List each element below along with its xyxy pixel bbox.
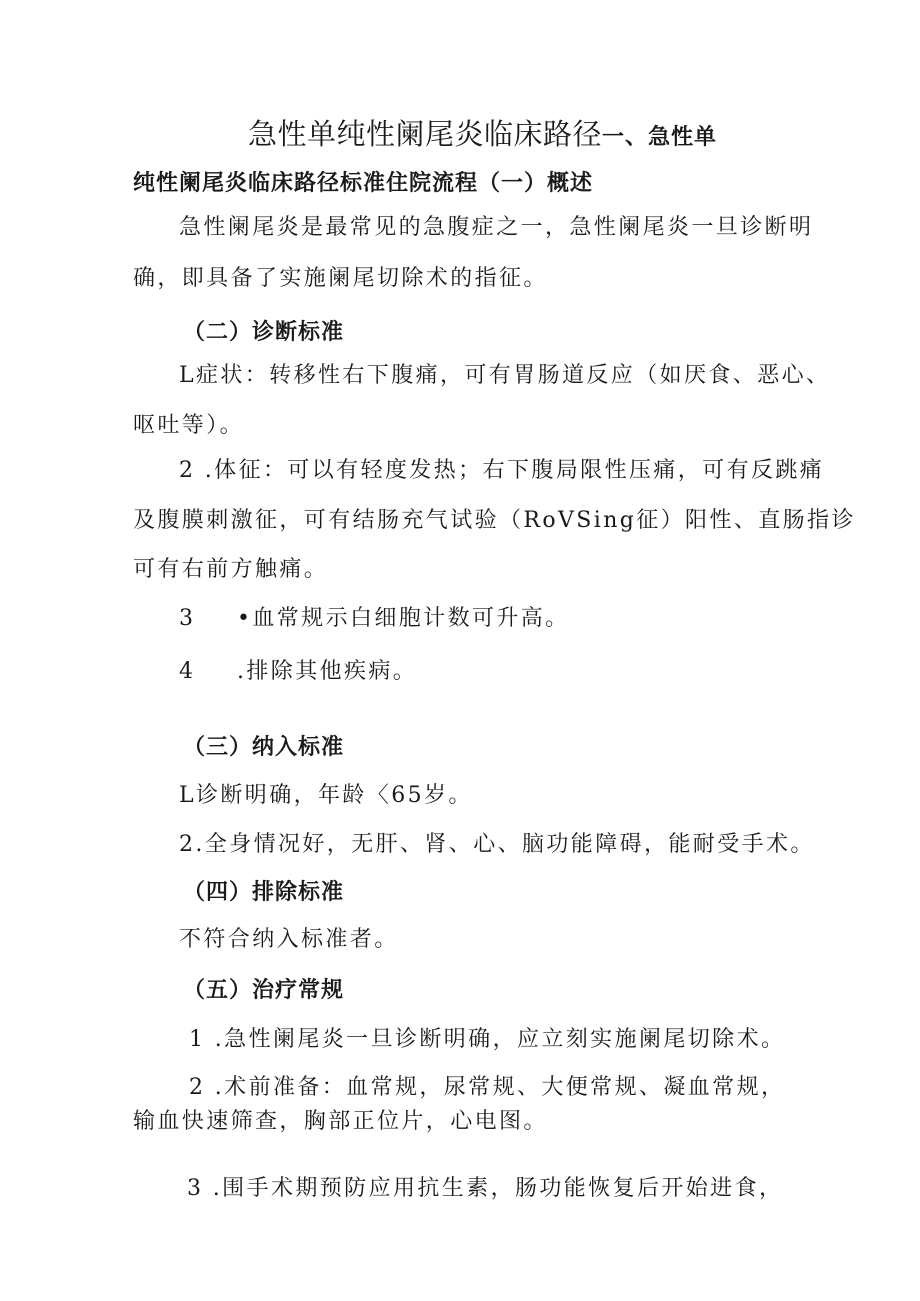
diagnosis-item-1-line-2: 呕吐等）。 xyxy=(133,413,245,438)
overview-line-2: 确，即具备了实施阑尾切除术的指征。 xyxy=(133,266,548,291)
diagnosis-item-2-line-1: 2 .体征：可以有轻度发热；右下腹局限性压痛，可有反跳痛 xyxy=(179,458,825,483)
section-1-heading-start: 一、急性单 xyxy=(602,124,718,150)
section-3-heading: （三）纳入标准 xyxy=(183,734,345,760)
section-2-heading: （二）诊断标准 xyxy=(183,319,345,345)
diagnosis-item-3-number: 3 xyxy=(179,606,196,631)
diagnosis-item-3 xyxy=(179,604,570,634)
diagnosis-item-2-line-3: 可有右前方触痛。 xyxy=(133,557,329,582)
diagnosis-item-2-line-2: 及腹膜刺激征，可有结肠充气试验（RoVSing征）阳性、直肠指诊 xyxy=(133,508,856,533)
inclusion-item-1: L诊断明确，年龄〈65岁。 xyxy=(179,783,473,808)
treatment-item-1: 1 .急性阑尾炎一旦诊断明确，应立刻实施阑尾切除术。 xyxy=(189,1027,786,1052)
treatment-item-2-line-2: 输血快速筛查，胸部正位片，心电图。 xyxy=(133,1109,548,1134)
diagnosis-item-3-text: •血常规示白细胞计数可升高。 xyxy=(237,606,570,631)
exclusion-item-1: 不符合纳入标准者。 xyxy=(179,927,399,952)
section-5-heading: （五）治疗常规 xyxy=(183,977,345,1003)
section-4-heading: （四）排除标准 xyxy=(183,879,345,905)
inclusion-item-2: 2.全身情况好，无肝、肾、心、脑功能障碍，能耐受手术。 xyxy=(179,832,815,857)
treatment-item-3: 3 .围手术期预防应用抗生素，肠功能恢复后开始进食， xyxy=(187,1176,784,1201)
document-title: 急性单纯性阑尾炎临床路径 xyxy=(248,117,603,151)
diagnosis-item-4 xyxy=(179,657,417,687)
diagnosis-item-4-text: .排除其他疾病。 xyxy=(237,659,418,684)
overview-line-1: 急性阑尾炎是最常见的急腹症之一，急性阑尾炎一旦诊断明 xyxy=(179,215,814,240)
title-line-1 xyxy=(248,119,717,153)
section-1-heading: 纯性阑尾炎临床路径标准住院流程（一）概述 xyxy=(133,170,594,196)
diagnosis-item-1-line-1: L症状：转移性右下腹痛，可有胃肠道反应（如厌食、恶心、 xyxy=(179,363,831,388)
treatment-item-2-line-1: 2 .术前准备：血常规，尿常规、大便常规、凝血常规， xyxy=(189,1075,786,1100)
diagnosis-item-4-number: 4 xyxy=(179,659,196,684)
